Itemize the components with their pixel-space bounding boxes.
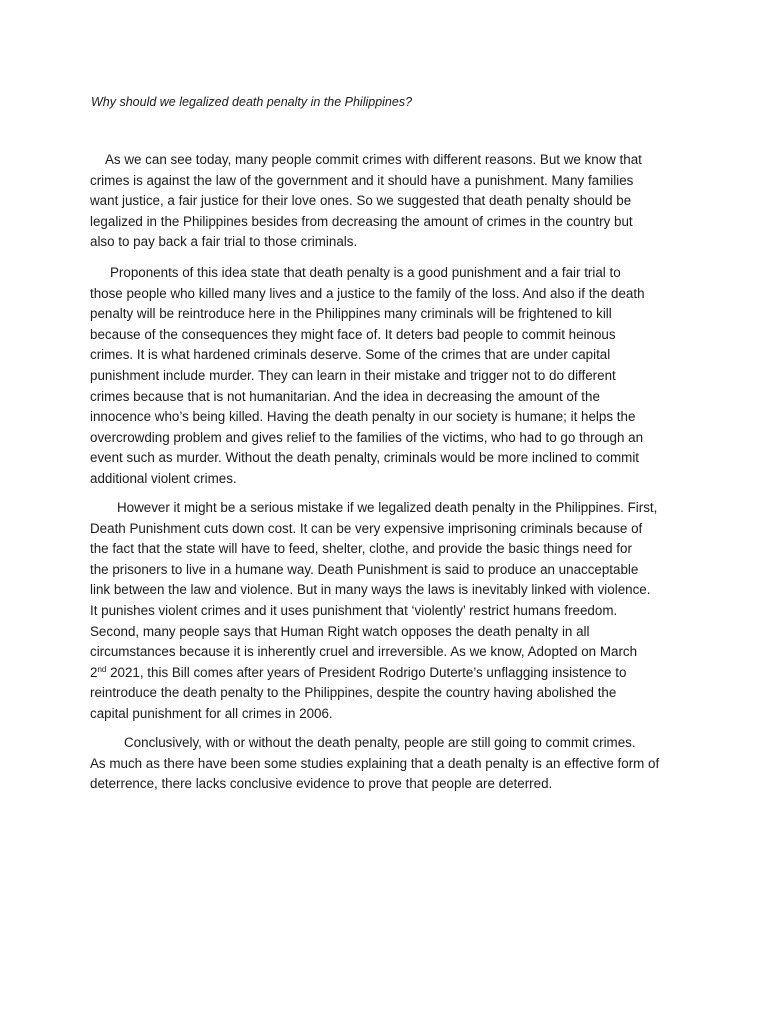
text-line: additional violent crimes. <box>90 470 237 486</box>
text-line: crimes. It is what hardened criminals deserve. Some of the crimes that are under capital <box>90 347 611 363</box>
text-line: reintroduce the death penalty to the Philippines, despite the country having abolished the <box>90 685 617 701</box>
date-day: 2 <box>90 664 98 680</box>
text-line: event such as murder. Without the death penalty, criminals would be more inclined to commit <box>90 450 640 466</box>
document-title: Why should we legalized death penalty in the Philippines? <box>91 95 413 109</box>
text-line: the prisoners to live in a humane way. Death Punishment is said to produce an unacceptable <box>90 561 639 577</box>
text-line: innocence who’s being killed. Having the death penalty in our society is humane; it helps the <box>90 409 636 425</box>
text-line: However it might be a serious mistake if we legalized death penalty in the Philippines. First, <box>117 500 658 515</box>
text-line: legalized in the Philippines besides from decreasing the amount of crimes in the country but <box>90 213 633 229</box>
text-line: Death Punishment cuts down cost. It can be very expensive imprisoning criminals because of <box>90 520 643 536</box>
text-line: link between the law and violence. But in many ways the laws is inevitably linked with violence. <box>90 582 651 598</box>
text-line: circumstances because it is inherently cruel and irreversible. As we know, Adopted on March <box>90 644 638 660</box>
date-ordinal-suffix: nd <box>97 664 107 674</box>
text-line: crimes is against the law of the government and it should have a punishment. Many families <box>90 172 634 188</box>
text-line: Proponents of this idea state that death penalty is a good punishment and a fair trial to <box>110 265 621 280</box>
text-line: penalty will be reintroduce here in the Philippines many criminals will be frightened to kill <box>90 306 612 322</box>
text-line: deterrence, there lacks conclusive evidence to prove that people are deterred. <box>90 776 553 792</box>
paragraph-conclusion <box>90 733 686 795</box>
date-line-rest: 2021, this Bill comes after years of President Rodrigo Duterte’s unflagging insistence to <box>106 664 627 680</box>
text-line: As we can see today, many people commit crimes with different reasons. But we know that <box>105 152 642 167</box>
text-line: As much as there have been some studies explaining that a death penalty is an effective form of <box>90 755 660 771</box>
text-line-date <box>90 663 686 684</box>
text-line: also to pay back a fair trial to those criminals. <box>90 234 358 250</box>
paragraph-proponents <box>90 263 686 490</box>
paragraph-counterargument <box>90 498 686 725</box>
text-line: capital punishment for all crimes in 2006. <box>90 705 333 721</box>
text-line: crimes because that is not humanitarian. And the idea in decreasing the amount of the <box>90 388 600 404</box>
text-line: overcrowding problem and gives relief to the families of the victims, who had to go through an <box>90 429 644 445</box>
text-line: Second, many people says that Human Right watch opposes the death penalty in all <box>90 623 590 639</box>
paragraph-introduction <box>90 150 686 253</box>
text-line: punishment include murder. They can learn in their mistake and trigger not to do different <box>90 367 616 383</box>
text-line: It punishes violent crimes and it uses punishment that ‘violently’ restrict humans freedom. <box>90 602 618 618</box>
text-line: because of the consequences they might face of. It deters bad people to commit heinous <box>90 326 616 342</box>
text-line: Conclusively, with or without the death penalty, people are still going to commit crimes. <box>124 735 636 750</box>
text-line: those people who killed many lives and a justice to the family of the loss. And also if the death <box>90 285 645 301</box>
text-line: the fact that the state will have to feed, shelter, clothe, and provide the basic things need for <box>90 541 632 557</box>
text-line: want justice, a fair justice for their love ones. So we suggested that death penalty should be <box>90 193 632 209</box>
